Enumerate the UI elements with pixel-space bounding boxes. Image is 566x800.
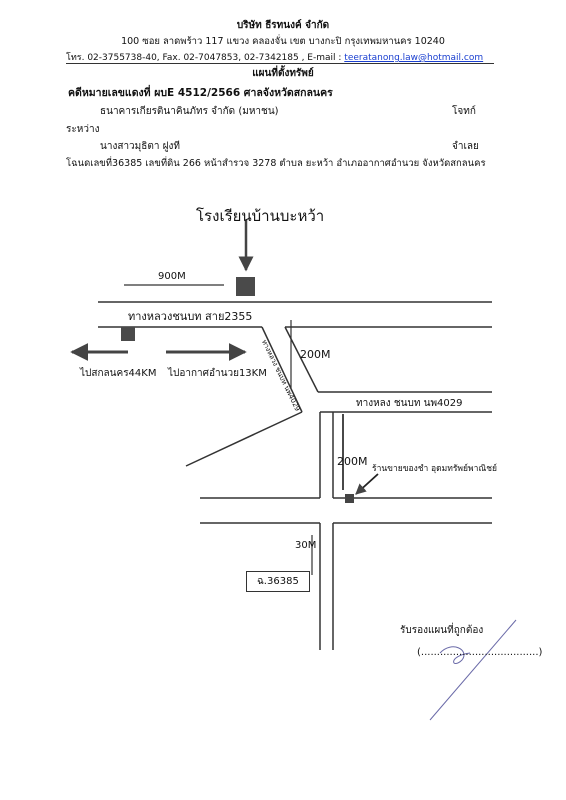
contact-email-link[interactable]: teeratanong.law@hotmail.com xyxy=(344,53,484,63)
shop-pointer-arrow xyxy=(356,474,378,494)
school-marker xyxy=(236,277,255,296)
plaintiff-name: ธนาคารเกียรตินาคินภัทร จำกัด (มหาชน) xyxy=(100,106,279,117)
shop-label: ร้านขายของชำ อุดมทรัพย์พาณิชย์ xyxy=(372,464,498,474)
distance-900-label: 900M xyxy=(158,271,186,282)
certify-label: รับรองแผนที่ถูกต้อง xyxy=(400,625,484,636)
company-name: บริษัท ธีรทนงค์ จำกัด xyxy=(236,20,330,31)
diagonal-road-label: ทางหลวง ชนบท นพ4029 xyxy=(259,338,302,413)
diagonal-road-left-tail xyxy=(186,412,302,466)
defendant-role: จำเลย xyxy=(452,141,479,152)
road-4029-label: ทางหลง ชนบท นพ4029 xyxy=(356,398,463,409)
company-address: 100 ซอย ลาดพร้าว 117 แขวง คลองจั่น เขต บางกะปิ กรุงเทพมหานคร 10240 xyxy=(121,36,445,47)
property-marker xyxy=(345,494,354,503)
distance-30-label: 30M xyxy=(295,540,317,551)
contact-phone-fax: โทร. 02-3755738-40, Fax. 02-7047853, 02-7342185 , E-mail : xyxy=(66,53,342,63)
deed-details: โฉนดเลขที่36385 เลขที่ดิน 266 หน้าสำรวจ 3278 ตำบล ยะหว้า อำเภออากาศอำนวย จังหวัดสกลนคร xyxy=(66,158,486,169)
plot-number-box: ฉ.36385 xyxy=(246,571,310,592)
highway-2355-label: ทางหลวงชนบท สาย2355 xyxy=(128,310,253,323)
plaintiff-role: โจทก์ xyxy=(452,106,476,117)
landmark-marker xyxy=(121,327,135,341)
distance-200-a-label: 200M xyxy=(300,348,331,361)
school-label: โรงเรียนบ้านบะหว้า xyxy=(196,207,325,225)
case-number: คดีหมายเลขแดงที่ ผบE 4512/2566 ศาลจังหวัดสกลนคร xyxy=(68,87,333,99)
document-title: แผนที่ตั้งทรัพย์ xyxy=(252,68,314,79)
to-sakon-label: ไปสกลนคร44KM xyxy=(80,368,157,379)
signature-line: (.....................................) xyxy=(417,647,543,658)
between-label: ระหว่าง xyxy=(66,124,100,135)
defendant-name: นางสาวมุธิตา ฝูงที xyxy=(100,141,180,152)
to-akat-label: ไปอากาศอำนวย13KM xyxy=(168,368,267,379)
distance-200-b-label: 200M xyxy=(337,455,368,468)
